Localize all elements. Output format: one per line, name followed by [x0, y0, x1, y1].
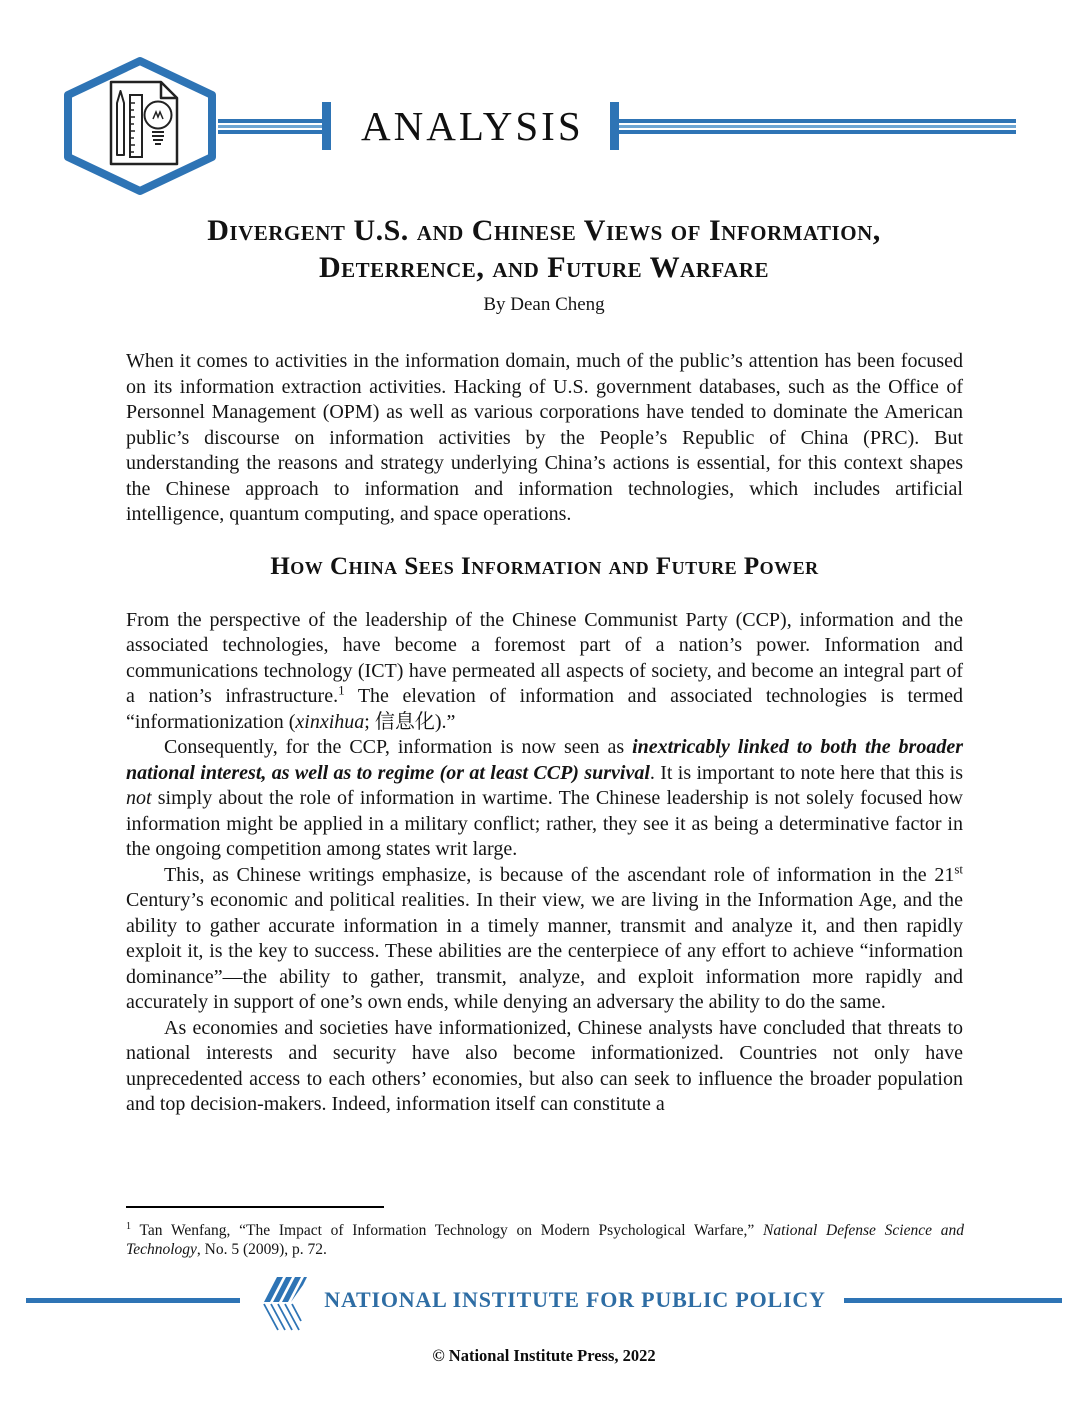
title-block [126, 212, 962, 316]
text-run: ; 信息化).” [364, 710, 456, 733]
footnote-section [126, 1206, 964, 1259]
paragraph-ascendant-role [126, 860, 963, 1016]
section-heading: How China Sees Information and Future Power [270, 552, 819, 580]
footer-brand-row [0, 1268, 1088, 1332]
paragraph-intro: When it comes to activities in the information domain, much of the public’s attention has been focused on its information extraction activities. Hacking of U.S. government databases, such as the Office of Personnel Management (OPM) as well as various corporations have tended to dominate the American public’s discourse on information activities by the People’s Republic of China (PRC). But understanding the reasons and strategy underlying China’s actions is essential, for this context shapes the Chinese approach to information and information technologies, which includes artificial intelligence, quantum computing, and space operations. [126, 350, 963, 525]
title-line-1: Divergent U.S. and Chinese Views of Information, [207, 214, 881, 247]
byline: By Dean Cheng [483, 294, 605, 315]
footnote-marker: 1 [126, 1221, 131, 1232]
footer-rule-right [844, 1298, 1062, 1303]
footnote-1 [126, 1217, 964, 1259]
text-run: . It is important to note here that this is [649, 761, 963, 784]
text-run: simply about the role of information in wartime. The Chinese leadership is not solely focused how information might be applied in a military conflict; rather, they see it as being a determinative factor in the ongoing competition among states writ large. [126, 787, 963, 860]
text-run: From the perspective of the leadership of the Chinese Communist Party (CCP), information and the associated technologies, have become a foremost part of a nation’s power. Information and communications technology (ICT) have permeated all aspects of society, and become an integral part of a nation’s infrastructure. [126, 608, 963, 707]
analysis-banner [58, 55, 1088, 197]
banner-endcap-left [322, 102, 331, 150]
ordinal-superscript: st [954, 860, 963, 876]
paragraph-ccp-perspective [126, 608, 963, 736]
organization-name: NATIONAL INSTITUTE FOR PUBLIC POLICY [324, 1287, 826, 1312]
title-line-2: Deterrence, and Future Warfare [318, 251, 770, 284]
page-footer [0, 1268, 1088, 1366]
emphasis-italic-not: not [126, 787, 152, 809]
document-title [126, 212, 962, 286]
banner-endcap-right [610, 102, 619, 150]
journal-title-italic: National Defense Science and Technology [126, 1222, 964, 1259]
footnote-divider [126, 1206, 384, 1208]
paragraph-informationized: As economies and societies have informationized, Chinese analysts have concluded that threats to national interests and security have also become informationized. Countries not only have unprecedented access to each others’ economies, but also can seek to influence the broader population and top decision-makers. Indeed, information itself can constitute a [126, 1016, 963, 1115]
banner-title: ANALYSIS [361, 103, 584, 149]
banner-rule-left [218, 119, 322, 134]
paragraph-consequently [126, 735, 963, 863]
footnote-reference-1: 1 [338, 682, 345, 698]
italic-term-xinxihua: xinxihua [295, 710, 365, 733]
text-run: Century’s economic and political realities. In their view, we are living in the Information Age, and the ability to gather accurate information in a timely manner, transmit and analyze it, and then rapidly exploit it, is the key to success. These abilities are the centerpiece of any effort to achieve “information dominance”—the ability to gather, transmit, analyze, and exploit information more rapidly and accurately in support of one’s own ends, while denying an adversary the ability to do the same. [126, 889, 963, 1013]
copyright-line: © National Institute Press, 2022 [432, 1346, 656, 1365]
footer-rule-left [26, 1298, 240, 1303]
text-run: , No. 5 (2009), p. 72. [196, 1241, 327, 1259]
text-run: Consequently, for the CCP, information is now seen as [164, 736, 633, 758]
nipp-slash-logo [256, 1268, 314, 1332]
text-run: Tan Wenfang, “The Impact of Information Technology on Modern Psychological Warfare,” [131, 1222, 763, 1240]
banner-rule-right [619, 119, 1016, 134]
hexagon-document-pencil-ruler-lightbulb-icon [58, 55, 222, 197]
emphasis-bold-italic: inextricably linked to both the broader national interest, as well as to regime (or at least CCP) survival [126, 736, 963, 784]
text-run: The elevation of information and associated technologies is termed “informationization ( [126, 685, 963, 733]
text-run: This, as Chinese writings emphasize, is because of the ascendant role of information in the 21 [164, 863, 955, 886]
article-body [126, 349, 963, 1118]
